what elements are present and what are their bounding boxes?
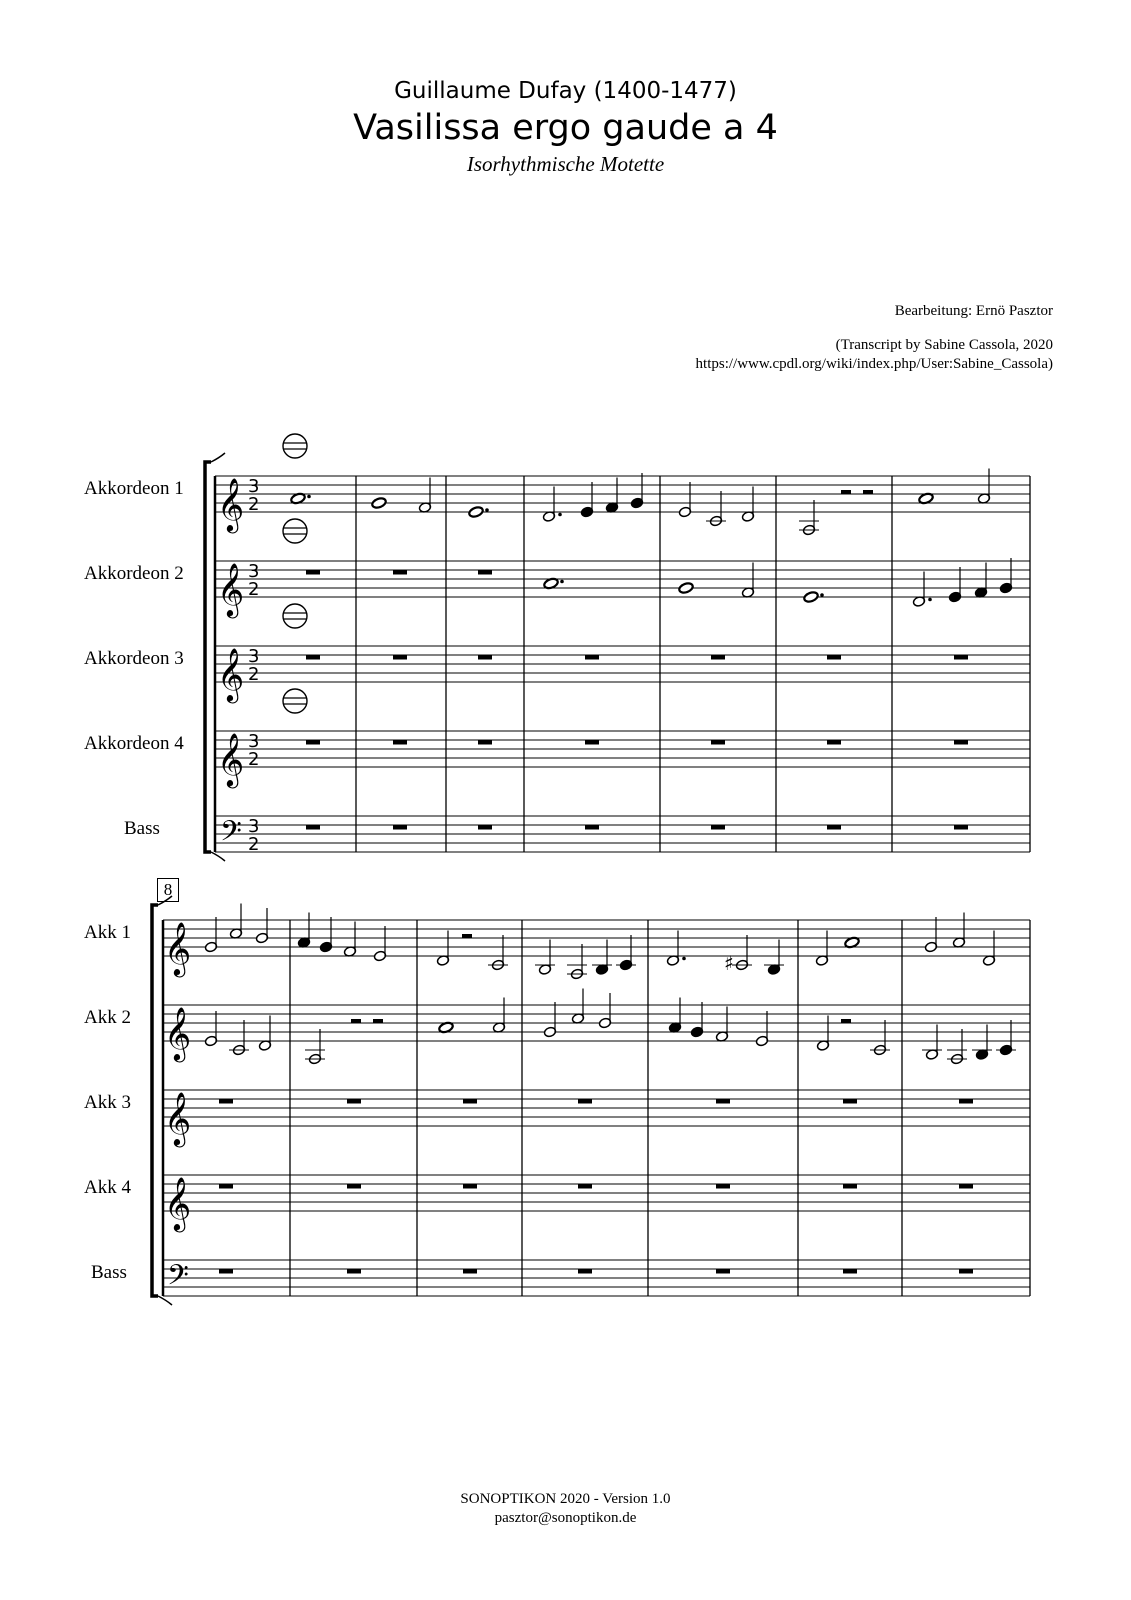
half-rest xyxy=(462,934,472,938)
footer-line-2: pasztor@sonoptikon.de xyxy=(494,1510,637,1526)
whole-rest xyxy=(716,1269,730,1274)
whole-rest xyxy=(716,1184,730,1189)
system-brace xyxy=(152,905,158,1296)
whole-rest xyxy=(578,1269,592,1274)
whole-rest xyxy=(843,1184,857,1189)
dot xyxy=(558,513,562,517)
whole-rest xyxy=(393,655,407,660)
whole-rest xyxy=(219,1184,233,1189)
whole-rest xyxy=(219,1099,233,1104)
whole-rest xyxy=(843,1099,857,1104)
whole-rest xyxy=(959,1184,973,1189)
whole-rest xyxy=(578,1099,592,1104)
instrument-label-bass: Bass xyxy=(124,818,160,839)
instrument-label-akk-3: Akk 3 xyxy=(84,1092,131,1113)
time-signature: 2 xyxy=(248,749,260,770)
system-brace xyxy=(205,462,211,852)
instrument-label-akk-2: Akk 2 xyxy=(84,1007,131,1028)
treble-clef: 𝄞 xyxy=(164,1006,192,1060)
whole-rest xyxy=(711,740,725,745)
breve-symbol xyxy=(283,519,307,543)
note-head xyxy=(371,497,387,510)
dot xyxy=(485,508,489,512)
treble-clef: 𝄞 xyxy=(217,562,245,616)
system-brace xyxy=(211,453,225,462)
footer-line-1: SONOPTIKON 2020 - Version 1.0 xyxy=(460,1491,671,1507)
instrument-label-akk-4: Akk 4 xyxy=(84,1177,131,1198)
whole-rest xyxy=(463,1099,477,1104)
whole-rest xyxy=(585,655,599,660)
transcript-line-2: https://www.cpdl.org/wiki/index.php/User:Sabine_Cassola) xyxy=(695,356,1053,372)
whole-rest xyxy=(843,1269,857,1274)
whole-rest xyxy=(578,1184,592,1189)
whole-rest xyxy=(347,1269,361,1274)
whole-rest xyxy=(306,740,320,745)
instrument-label-bass-2: Bass xyxy=(91,1262,127,1283)
time-signature: 3 xyxy=(248,646,260,667)
note-head xyxy=(678,582,694,595)
system-brace xyxy=(158,896,172,905)
note-head xyxy=(468,506,484,519)
whole-rest xyxy=(954,825,968,830)
whole-rest xyxy=(463,1184,477,1189)
treble-clef: 𝄞 xyxy=(217,732,245,786)
instrument-label-akkordeon-2: Akkordeon 2 xyxy=(84,563,184,584)
bass-clef: 𝄢 xyxy=(220,815,242,855)
whole-rest xyxy=(711,655,725,660)
whole-rest xyxy=(954,655,968,660)
half-rest xyxy=(841,1019,851,1023)
whole-rest xyxy=(393,570,407,575)
whole-rest xyxy=(716,1099,730,1104)
instrument-label-akkordeon-1: Akkordeon 1 xyxy=(84,478,184,499)
whole-rest xyxy=(827,655,841,660)
treble-clef: 𝄞 xyxy=(164,1091,192,1145)
whole-rest xyxy=(393,825,407,830)
piece-title: Vasilissa ergo gaude a 4 xyxy=(353,108,778,148)
arranger-credit: Bearbeitung: Ernö Pasztor xyxy=(894,303,1053,319)
instrument-label-akk-1: Akk 1 xyxy=(84,922,131,943)
treble-clef: 𝄞 xyxy=(217,647,245,701)
treble-clef: 𝄞 xyxy=(217,477,245,531)
time-signature: 3 xyxy=(248,816,260,837)
whole-rest xyxy=(585,825,599,830)
time-signature: 3 xyxy=(248,561,260,582)
whole-rest xyxy=(959,1099,973,1104)
time-signature: 2 xyxy=(248,494,260,515)
whole-rest xyxy=(959,1269,973,1274)
half-rest xyxy=(863,490,873,494)
composer: Guillaume Dufay (1400-1477) xyxy=(394,78,737,104)
whole-rest xyxy=(954,740,968,745)
whole-rest xyxy=(827,825,841,830)
half-rest xyxy=(373,1019,383,1023)
transcript-line-1: (Transcript by Sabine Cassola, 2020 xyxy=(835,337,1053,353)
whole-rest xyxy=(585,740,599,745)
whole-rest xyxy=(347,1184,361,1189)
whole-rest xyxy=(711,825,725,830)
whole-rest xyxy=(306,570,320,575)
breve-symbol xyxy=(283,434,307,458)
time-signature: 2 xyxy=(248,664,260,685)
note-head xyxy=(803,591,819,604)
dot xyxy=(820,593,824,597)
breve-symbol xyxy=(283,689,307,713)
footer xyxy=(0,1490,1131,1528)
time-signature: 2 xyxy=(248,579,260,600)
dot xyxy=(560,580,564,584)
time-signature: 2 xyxy=(248,834,260,855)
whole-rest xyxy=(393,740,407,745)
instrument-label-akkordeon-3: Akkordeon 3 xyxy=(84,648,184,669)
whole-rest xyxy=(347,1099,361,1104)
whole-rest xyxy=(478,740,492,745)
bass-clef: 𝄢 xyxy=(167,1259,189,1299)
rehearsal-mark: 8 xyxy=(157,878,179,902)
whole-rest xyxy=(478,655,492,660)
whole-rest xyxy=(219,1269,233,1274)
sharp: ♯ xyxy=(724,951,734,975)
half-rest xyxy=(841,490,851,494)
whole-rest xyxy=(463,1269,477,1274)
treble-clef: 𝄞 xyxy=(164,1176,192,1230)
whole-rest xyxy=(478,570,492,575)
whole-rest xyxy=(478,825,492,830)
time-signature: 3 xyxy=(248,476,260,497)
piece-subtitle: Isorhythmische Motette xyxy=(466,152,665,176)
dot xyxy=(307,495,311,499)
breve-symbol xyxy=(283,604,307,628)
half-rest xyxy=(351,1019,361,1023)
whole-rest xyxy=(827,740,841,745)
whole-rest xyxy=(306,825,320,830)
dot xyxy=(928,598,932,602)
dot xyxy=(682,957,686,961)
instrument-label-akkordeon-4: Akkordeon 4 xyxy=(84,733,184,754)
treble-clef: 𝄞 xyxy=(164,921,192,975)
whole-rest xyxy=(306,655,320,660)
time-signature: 3 xyxy=(248,731,260,752)
